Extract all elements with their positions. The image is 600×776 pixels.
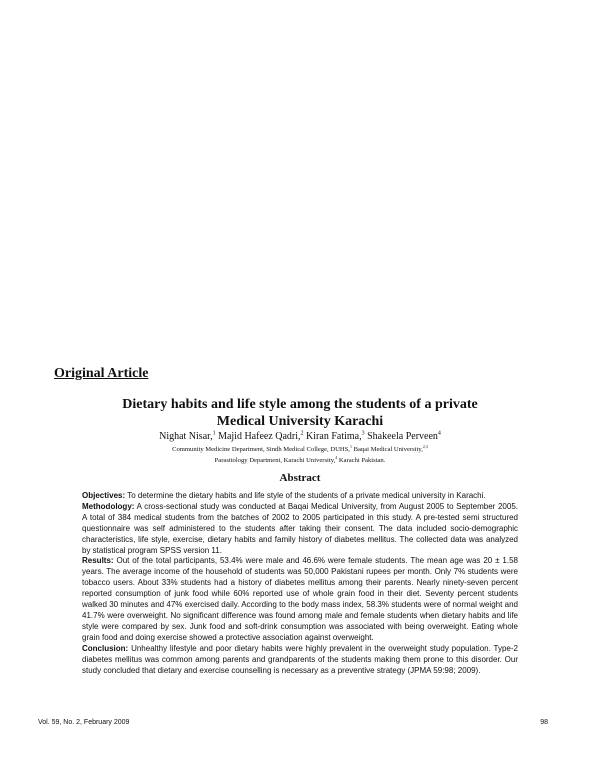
objectives-text: To determine the dietary habits and life style of the students of a private medical university in Karachi. xyxy=(127,491,486,500)
methodology-text: A cross-sectional study was conducted at Baqai Medical University, from August 2005 to September 2005. A total of 384 medical students from the batches of 2002 to 2005 participated in this study. A pre-tested semi structured questionnaire was self administered to the students after taking their consent. The data included socio-demographic characteristics, life style, exercise, dietary habits and family history of diabetes mellitus. The collected data was analyzed by statistical program SPSS version 11. xyxy=(82,501,519,555)
affiliation-line-1 xyxy=(60,445,540,454)
affiliation-text: Parasitology Department, Karachi University, xyxy=(214,457,336,464)
title-line-2: Medical University Karachi xyxy=(216,414,384,429)
affiliation-mark: 2,3 xyxy=(422,443,428,449)
affiliation-text: Karachi Pakistan. xyxy=(338,457,386,464)
abstract-body xyxy=(82,491,518,676)
author-name: Kiran Fatima, xyxy=(306,431,362,442)
author-name: Nighat Nisar, xyxy=(159,431,213,442)
author-affiliation-mark: 3 xyxy=(361,430,365,437)
journal-info: Vol. 59, No. 2, February 2009 xyxy=(38,719,130,726)
conclusion-text: Unhealthy lifestyle and poor dietary habits were highly prevalent in the overweight study population. Type-2 diabetes mellitus was common among parents and grandparents of the students making them prone to this disorder. Our study concluded that dietary and exercise counselling is necessary as a preventive strategy (JPMA 59:98; 2009). xyxy=(82,643,518,675)
methodology-label: Methodology: xyxy=(82,501,135,511)
page-number: 98 xyxy=(540,719,548,726)
author-name: Shakeela Perveen xyxy=(367,431,438,442)
results-paragraph xyxy=(82,556,518,643)
abstract-heading: Abstract xyxy=(279,472,321,484)
affiliation-mark: 4 xyxy=(335,454,338,460)
methodology-paragraph xyxy=(82,502,518,557)
author-affiliation-mark: 4 xyxy=(437,430,441,437)
conclusion-paragraph xyxy=(82,644,518,677)
author-affiliation-mark: 1 xyxy=(212,430,216,437)
title-line-1: Dietary habits and life style among the students of a private xyxy=(122,397,478,412)
objectives-label: Objectives: xyxy=(82,491,126,500)
affiliation-text: Baqai Medical University, xyxy=(353,446,423,453)
section-label: Original Article xyxy=(54,366,149,381)
author-name: Majid Hafeez Qadri, xyxy=(218,431,301,442)
results-text: Out of the total participants, 53.4% were male and 46.6% were female students. The mean age was 20 ± 1.58 years. The average income of the household of students was 50,000 Pakistani rupees per month. Only 7% students were tobacco users. About 33% students had a history of diabetes mellitus among their parents. Nearly ninety-seven percent reported consumption of junk food while 60% reported use of whole grain food in their diet. Seventy percent students walked 30 minutes and 47% exercised daily. According to the body mass index, 58.3% students were of normal weight and 41.7% were overweight. No significant difference was found among male and female students when dietary habits and life style were compared by sex. Junk food and soft-drink consumption was associated with being overweight. Eating whole grain food and doing exercise showed a protective association against overweight. xyxy=(82,556,519,642)
objectives-paragraph xyxy=(82,491,518,502)
affiliation-text: Community Medicine Department, Sindh Medical College, DUHS, xyxy=(172,446,350,453)
author-list xyxy=(60,431,540,443)
conclusion-label: Conclusion: xyxy=(82,643,129,653)
affiliation-mark: 1 xyxy=(349,443,352,449)
affiliation-line-2 xyxy=(60,456,540,465)
author-affiliation-mark: 2 xyxy=(300,430,304,437)
results-label: Results: xyxy=(82,556,114,566)
article-title xyxy=(60,396,540,430)
